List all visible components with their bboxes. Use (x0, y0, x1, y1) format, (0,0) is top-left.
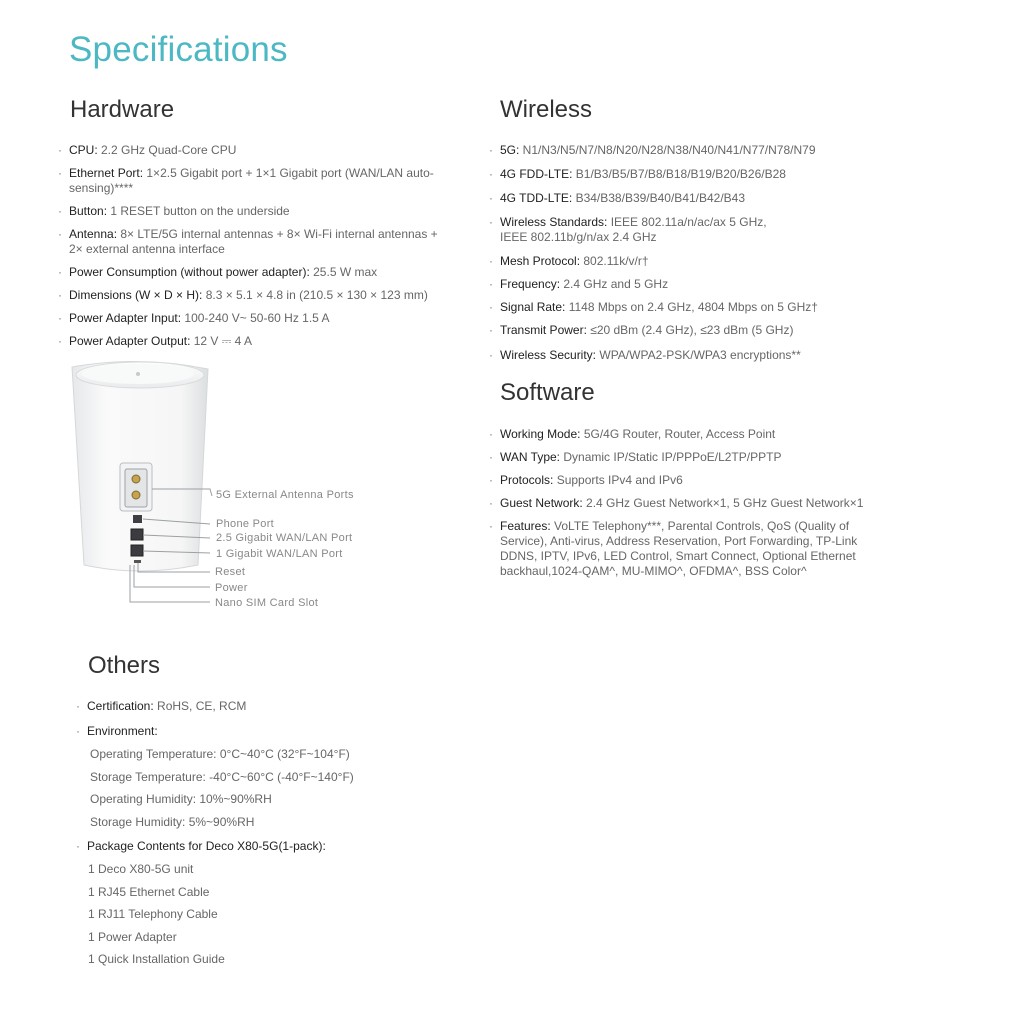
software-spec-item (500, 473, 885, 488)
spec-value: 2.2 GHz Quad-Core CPU (97, 143, 237, 157)
hardware-spec-item (69, 227, 449, 257)
spec-value: Dynamic IP/Static IP/PPPoE/L2TP/PPTP (560, 450, 782, 464)
spec-value: VoLTE Telephony***, Parental Controls, QoS (Quality of Service), Anti-virus, Address Reservation, Port Forwarding, TP-Link DDNS, IPTV, IPv6, LED Control, Smart Connect, Optional Ethernet backhaul,1024-QAM^, MU-MIMO^, OFDMA^, BSS Color^ (500, 519, 858, 578)
package-line: 1 Deco X80-5G unit (88, 862, 194, 876)
spec-value: WPA/WPA2-PSK/WPA3 encryptions** (596, 348, 801, 362)
wireless-spec-item (500, 215, 790, 245)
spec-key: 5G: (500, 143, 520, 157)
spec-key: Working Mode: (500, 427, 581, 441)
wireless-spec-item (500, 254, 860, 269)
hardware-spec-item (69, 265, 449, 280)
wireless-spec-item (500, 277, 860, 292)
wireless-spec-item (500, 167, 860, 182)
spec-value: IEEE 802.11a/n/ac/ax 5 GHz, IEEE 802.11b/g/n/ax 2.4 GHz (500, 215, 767, 244)
package-line: 1 RJ45 Ethernet Cable (88, 884, 210, 899)
wireless-heading: Wireless (500, 96, 593, 123)
spec-value: RoHS, CE, RCM (153, 699, 247, 713)
page-title: Specifications (69, 30, 288, 69)
hardware-spec-item (69, 166, 449, 196)
hardware-spec-item (69, 288, 449, 303)
spec-key: CPU: (69, 143, 98, 157)
spec-value: B1/B3/B5/B7/B8/B18/B19/B20/B26/B28 (572, 167, 786, 181)
callout-antenna-ports: 5G External Antenna Ports (216, 489, 354, 501)
product-image (60, 355, 360, 615)
spec-key: Wireless Standards: (500, 215, 608, 229)
spec-value: 100-240 V~ 50-60 Hz 1.5 A (181, 311, 330, 325)
software-spec-item (500, 427, 885, 442)
environment-line: Storage Humidity: 5%~90%RH (90, 814, 255, 829)
callout-1g-port: 1 Gigabit WAN/LAN Port (216, 548, 343, 560)
callout-25g-port: 2.5 Gigabit WAN/LAN Port (216, 532, 353, 544)
spec-value: 1148 Mbps on 2.4 GHz, 4804 Mbps on 5 GHz† (565, 300, 818, 314)
environment-item (87, 724, 467, 739)
spec-value: 2.4 GHz Guest Network×1, 5 GHz Guest Network×1 (582, 496, 864, 510)
spec-key: Wireless Security: (500, 348, 597, 362)
spec-value: ≤20 dBm (2.4 GHz), ≤23 dBm (5 GHz) (586, 323, 794, 337)
package-list (88, 862, 225, 967)
spec-key: Antenna: (69, 227, 118, 241)
router-illustration (60, 355, 360, 615)
package-line: 1 Power Adapter (88, 929, 177, 944)
spec-key: Protocols: (500, 473, 554, 487)
spec-key: 4G TDD-LTE: (500, 191, 573, 205)
spec-key: Button: (69, 204, 108, 218)
wireless-spec-item (500, 323, 860, 338)
software-spec-item (500, 496, 885, 511)
others-heading: Others (88, 652, 161, 679)
spec-key: Power Adapter Output: (69, 334, 191, 348)
wireless-spec-list (500, 143, 860, 363)
wireless-spec-item (500, 300, 860, 315)
spec-value: 25.5 W max (309, 265, 378, 279)
spec-value: N1/N3/N5/N7/N8/N20/N28/N38/N40/N41/N77/N78/N79 (519, 143, 816, 157)
hardware-spec-item (69, 143, 449, 158)
spec-value: 12 V ⎓ 4 A (190, 334, 253, 348)
hardware-spec-item (69, 311, 449, 326)
spec-value: 1×2.5 Gigabit port + 1×1 Gigabit port (WAN/LAN auto-sensing)**** (69, 166, 434, 195)
spec-value: Supports IPv4 and IPv6 (553, 473, 683, 487)
others-spec-list (87, 699, 467, 739)
spec-key: Guest Network: (500, 496, 583, 510)
hardware-spec-item (69, 334, 449, 349)
spec-key: Certification: (87, 699, 154, 713)
wireless-spec-item (500, 191, 860, 206)
spec-value: B34/B38/B39/B40/B41/B42/B43 (572, 191, 746, 205)
spec-key: Transmit Power: (500, 323, 587, 337)
software-spec-item (500, 519, 885, 579)
spec-key: Power Consumption (without power adapter): (69, 265, 310, 279)
package-item (87, 839, 467, 854)
spec-key: Ethernet Port: (69, 166, 144, 180)
environment-list (90, 747, 354, 830)
environment-line: Operating Temperature: 0°C~40°C (32°F~104°F) (90, 747, 350, 761)
spec-value: 8.3 × 5.1 × 4.8 in (210.5 × 130 × 123 mm) (202, 288, 428, 302)
spec-key: 4G FDD-LTE: (500, 167, 573, 181)
callout-phone-port: Phone Port (216, 518, 275, 530)
spec-key: Signal Rate: (500, 300, 566, 314)
hardware-spec-item (69, 204, 449, 219)
callout-sim-slot: Nano SIM Card Slot (215, 597, 319, 609)
environment-line: Operating Humidity: 10%~90%RH (90, 792, 272, 806)
spec-value: 5G/4G Router, Router, Access Point (580, 427, 776, 441)
spec-value: 802.11k/v/r† (580, 254, 649, 268)
software-heading: Software (500, 379, 595, 406)
callout-power: Power (215, 582, 248, 594)
package-line: 1 Quick Installation Guide (88, 952, 225, 966)
package-spec-list (87, 839, 467, 854)
spec-key: Features: (500, 519, 551, 533)
spec-key: Package Contents for Deco X80-5G(1-pack): (87, 839, 326, 853)
wireless-spec-item (500, 143, 860, 158)
spec-value: 8× LTE/5G internal antennas + 8× Wi-Fi internal antennas + 2× external antenna interface (69, 227, 438, 256)
spec-key: Environment: (87, 724, 158, 738)
software-spec-list (500, 427, 885, 579)
spec-key: Mesh Protocol: (500, 254, 581, 268)
spec-value: 2.4 GHz and 5 GHz (560, 277, 669, 291)
spec-key: Dimensions (W × D × H): (69, 288, 203, 302)
hardware-spec-list (69, 143, 449, 349)
callout-reset: Reset (215, 566, 246, 578)
spec-key: Frequency: (500, 277, 561, 291)
environment-line: Storage Temperature: -40°C~60°C (-40°F~140°F) (90, 769, 354, 784)
certification-item (87, 699, 467, 714)
package-line: 1 RJ11 Telephony Cable (88, 907, 218, 921)
wireless-spec-item (500, 348, 860, 363)
spec-key: Power Adapter Input: (69, 311, 182, 325)
hardware-heading: Hardware (70, 96, 175, 123)
software-spec-item (500, 450, 885, 465)
spec-key: WAN Type: (500, 450, 561, 464)
spec-value: 1 RESET button on the underside (107, 204, 290, 218)
